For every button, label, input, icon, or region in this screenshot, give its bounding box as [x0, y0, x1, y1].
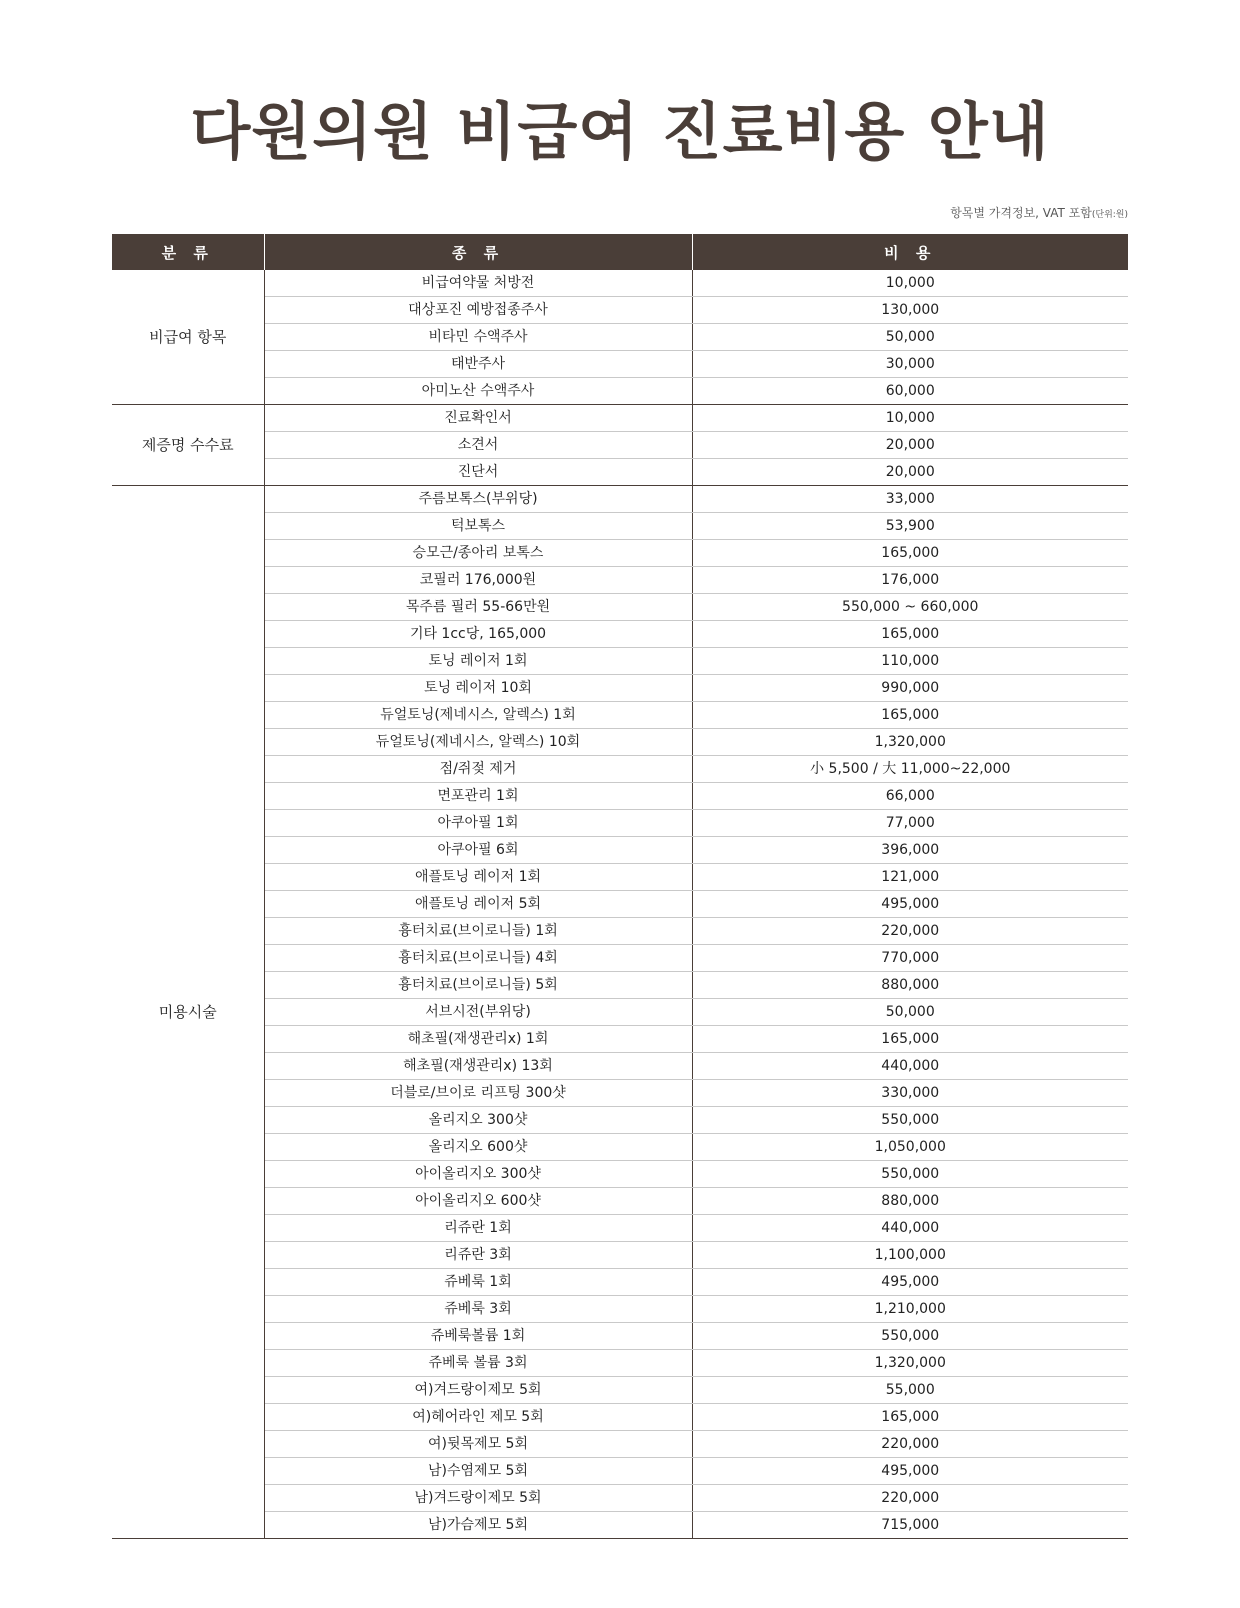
price-cell: 880,000 [692, 1188, 1128, 1215]
item-name-cell: 대상포진 예방접종주사 [264, 297, 692, 324]
price-cell: 130,000 [692, 297, 1128, 324]
price-cell: 20,000 [692, 432, 1128, 459]
item-name-cell: 애플토닝 레이저 1회 [264, 864, 692, 891]
price-cell: 50,000 [692, 999, 1128, 1026]
item-name-cell: 기타 1cc당, 165,000 [264, 621, 692, 648]
table-row [112, 756, 1128, 783]
table-row [112, 918, 1128, 945]
price-cell: 121,000 [692, 864, 1128, 891]
price-cell: 10,000 [692, 270, 1128, 297]
item-name-cell: 남)겨드랑이제모 5회 [264, 1485, 692, 1512]
item-name-cell: 애플토닝 레이저 5회 [264, 891, 692, 918]
category-cell: 제증명 수수료 [112, 405, 264, 486]
table-row [112, 648, 1128, 675]
price-cell: 550,000 [692, 1107, 1128, 1134]
item-name-cell: 아쿠아필 1회 [264, 810, 692, 837]
price-cell: 66,000 [692, 783, 1128, 810]
table-row [112, 891, 1128, 918]
item-name-cell: 목주름 필러 55-66만원 [264, 594, 692, 621]
price-cell: 165,000 [692, 702, 1128, 729]
table-row [112, 1512, 1128, 1539]
table-row [112, 270, 1128, 297]
item-name-cell: 올리지오 600샷 [264, 1134, 692, 1161]
header-item: 종 류 [264, 234, 692, 270]
table-row [112, 594, 1128, 621]
price-cell: 1,100,000 [692, 1242, 1128, 1269]
price-cell: 20,000 [692, 459, 1128, 486]
item-name-cell: 쥬베룩볼륨 1회 [264, 1323, 692, 1350]
price-cell: 220,000 [692, 918, 1128, 945]
item-name-cell: 듀얼토닝(제네시스, 알렉스) 10회 [264, 729, 692, 756]
price-cell: 715,000 [692, 1512, 1128, 1539]
table-row [112, 1323, 1128, 1350]
item-name-cell: 비타민 수액주사 [264, 324, 692, 351]
table-row [112, 324, 1128, 351]
item-name-cell: 흉터치료(브이로니들) 1회 [264, 918, 692, 945]
table-row [112, 621, 1128, 648]
price-cell: 440,000 [692, 1053, 1128, 1080]
price-cell: 1,210,000 [692, 1296, 1128, 1323]
item-name-cell: 쥬베룩 1회 [264, 1269, 692, 1296]
table-row [112, 540, 1128, 567]
price-cell: 176,000 [692, 567, 1128, 594]
item-name-cell: 태반주사 [264, 351, 692, 378]
item-name-cell: 서브시전(부위당) [264, 999, 692, 1026]
item-name-cell: 쥬베룩 볼륨 3회 [264, 1350, 692, 1377]
table-row [112, 567, 1128, 594]
item-name-cell: 승모근/종아리 보톡스 [264, 540, 692, 567]
item-name-cell: 여)겨드랑이제모 5회 [264, 1377, 692, 1404]
table-header-row [112, 234, 1128, 270]
price-cell: 60,000 [692, 378, 1128, 405]
item-name-cell: 턱보톡스 [264, 513, 692, 540]
price-cell: 220,000 [692, 1485, 1128, 1512]
item-name-cell: 쥬베룩 3회 [264, 1296, 692, 1323]
category-cell: 비급여 항목 [112, 270, 264, 405]
price-cell: 495,000 [692, 1269, 1128, 1296]
item-name-cell: 여)뒷목제모 5회 [264, 1431, 692, 1458]
table-row [112, 837, 1128, 864]
item-name-cell: 듀얼토닝(제네시스, 알렉스) 1회 [264, 702, 692, 729]
table-row [112, 729, 1128, 756]
table-row [112, 459, 1128, 486]
item-name-cell: 리쥬란 3회 [264, 1242, 692, 1269]
price-cell: 165,000 [692, 1404, 1128, 1431]
price-cell: 30,000 [692, 351, 1128, 378]
price-cell: 990,000 [692, 675, 1128, 702]
item-name-cell: 해초필(재생관리x) 13회 [264, 1053, 692, 1080]
price-cell: 770,000 [692, 945, 1128, 972]
price-cell: 10,000 [692, 405, 1128, 432]
table-row [112, 810, 1128, 837]
price-note-text: 항목별 가격정보, VAT 포함 [950, 206, 1092, 220]
item-name-cell: 주름보톡스(부위당) [264, 486, 692, 513]
item-name-cell: 면포관리 1회 [264, 783, 692, 810]
price-cell: 880,000 [692, 972, 1128, 999]
table-row [112, 1269, 1128, 1296]
item-name-cell: 진료확인서 [264, 405, 692, 432]
table-row [112, 1188, 1128, 1215]
table-row [112, 783, 1128, 810]
price-cell: 1,320,000 [692, 729, 1128, 756]
item-name-cell: 아이올리지오 600샷 [264, 1188, 692, 1215]
table-row [112, 1242, 1128, 1269]
table-row [112, 432, 1128, 459]
item-name-cell: 남)가슴제모 5회 [264, 1512, 692, 1539]
table-row [112, 1107, 1128, 1134]
item-name-cell: 리쥬란 1회 [264, 1215, 692, 1242]
price-cell: 495,000 [692, 1458, 1128, 1485]
table-row [112, 972, 1128, 999]
price-cell: 440,000 [692, 1215, 1128, 1242]
table-row [112, 1296, 1128, 1323]
page-title: 다원의원 비급여 진료비용 안내 [190, 95, 1050, 168]
item-name-cell: 더블로/브이로 리프팅 300샷 [264, 1080, 692, 1107]
table-row [112, 702, 1128, 729]
item-name-cell: 남)수염제모 5회 [264, 1458, 692, 1485]
item-name-cell: 해초필(재생관리x) 1회 [264, 1026, 692, 1053]
table-row [112, 945, 1128, 972]
price-note [950, 204, 1128, 221]
item-name-cell: 토닝 레이저 1회 [264, 648, 692, 675]
item-name-cell: 흉터치료(브이로니들) 4회 [264, 945, 692, 972]
table-row [112, 1215, 1128, 1242]
table-row [112, 1431, 1128, 1458]
item-name-cell: 흉터치료(브이로니들) 5회 [264, 972, 692, 999]
price-cell: 550,000 ~ 660,000 [692, 594, 1128, 621]
price-cell: 50,000 [692, 324, 1128, 351]
price-cell: 550,000 [692, 1323, 1128, 1350]
price-cell: 220,000 [692, 1431, 1128, 1458]
price-table [112, 234, 1128, 1539]
table-row [112, 486, 1128, 513]
item-name-cell: 올리지오 300샷 [264, 1107, 692, 1134]
price-cell: 165,000 [692, 540, 1128, 567]
table-row [112, 1404, 1128, 1431]
table-row [112, 351, 1128, 378]
header-category: 분 류 [112, 234, 264, 270]
price-cell: 396,000 [692, 837, 1128, 864]
price-cell: 77,000 [692, 810, 1128, 837]
item-name-cell: 진단서 [264, 459, 692, 486]
table-row [112, 513, 1128, 540]
table-row [112, 378, 1128, 405]
price-cell: 550,000 [692, 1161, 1128, 1188]
price-cell: 小 5,500 / 大 11,000~22,000 [692, 756, 1128, 783]
table-row [112, 999, 1128, 1026]
price-cell: 55,000 [692, 1377, 1128, 1404]
price-cell: 33,000 [692, 486, 1128, 513]
item-name-cell: 코필러 176,000원 [264, 567, 692, 594]
price-cell: 165,000 [692, 1026, 1128, 1053]
item-name-cell: 아미노산 수액주사 [264, 378, 692, 405]
price-cell: 165,000 [692, 621, 1128, 648]
price-cell: 1,320,000 [692, 1350, 1128, 1377]
table-row [112, 1377, 1128, 1404]
price-cell: 110,000 [692, 648, 1128, 675]
item-name-cell: 소견서 [264, 432, 692, 459]
item-name-cell: 여)헤어라인 제모 5회 [264, 1404, 692, 1431]
price-cell: 330,000 [692, 1080, 1128, 1107]
table-row [112, 1134, 1128, 1161]
item-name-cell: 아쿠아필 6회 [264, 837, 692, 864]
price-cell: 495,000 [692, 891, 1128, 918]
item-name-cell: 아이올리지오 300샷 [264, 1161, 692, 1188]
header-price: 비 용 [692, 234, 1128, 270]
table-row [112, 1026, 1128, 1053]
category-cell: 미용시술 [112, 486, 264, 1539]
price-cell: 1,050,000 [692, 1134, 1128, 1161]
table-row [112, 1080, 1128, 1107]
item-name-cell: 비급여약물 처방전 [264, 270, 692, 297]
table-row [112, 1458, 1128, 1485]
item-name-cell: 토닝 레이저 10회 [264, 675, 692, 702]
table-row [112, 297, 1128, 324]
table-row [112, 1485, 1128, 1512]
price-cell: 53,900 [692, 513, 1128, 540]
price-note-unit: (단위:원) [1091, 210, 1128, 220]
table-row [112, 864, 1128, 891]
table-row [112, 1161, 1128, 1188]
table-row [112, 1053, 1128, 1080]
table-row [112, 675, 1128, 702]
table-body [112, 270, 1128, 1539]
item-name-cell: 점/쥐젖 제거 [264, 756, 692, 783]
table-row [112, 405, 1128, 432]
table-row [112, 1350, 1128, 1377]
